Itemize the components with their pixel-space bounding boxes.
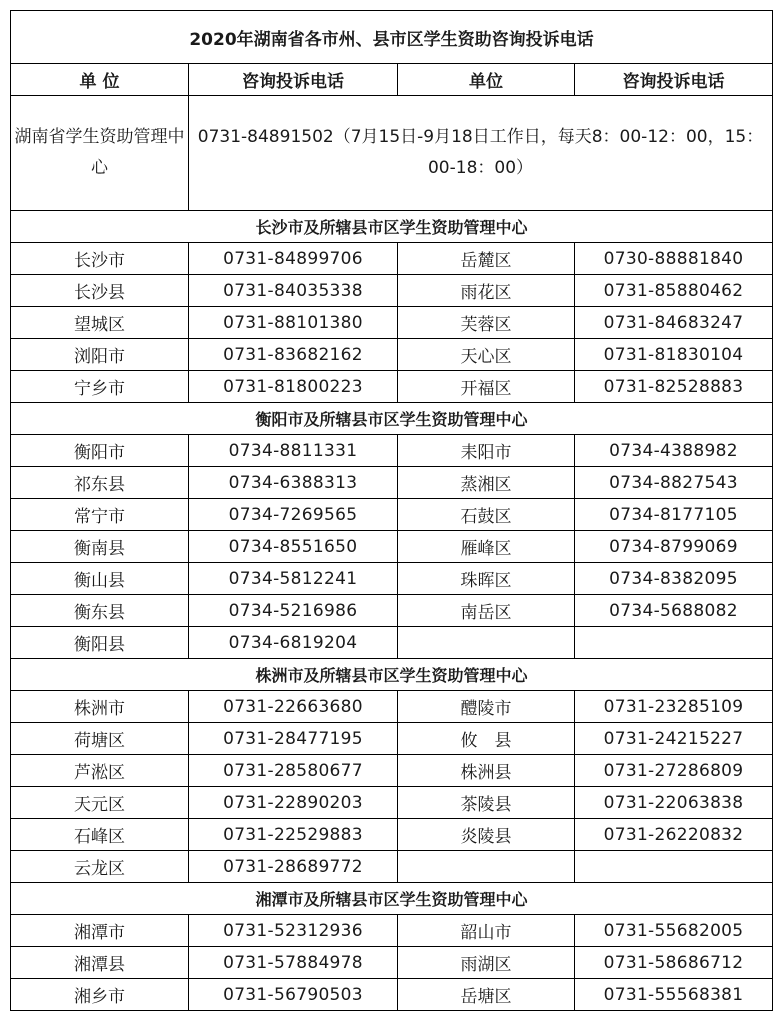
unit-left-cell: 浏阳市 <box>11 339 189 371</box>
section-header-row <box>11 883 773 915</box>
unit-left-cell: 湘潭县 <box>11 947 189 979</box>
unit-right-cell: 炎陵县 <box>398 819 575 851</box>
phone-right-cell: 0734-8799069 <box>575 531 773 563</box>
phone-right-cell: 0734-5688082 <box>575 595 773 627</box>
table-row <box>11 339 773 371</box>
table-title: 2020年湖南省各市州、县市区学生资助咨询投诉电话 <box>11 11 773 64</box>
phone-left-cell: 0731-81800223 <box>189 371 398 403</box>
section-header-row <box>11 403 773 435</box>
phone-left-cell: 0734-6388313 <box>189 467 398 499</box>
unit-right-cell: 耒阳市 <box>398 435 575 467</box>
unit-right-cell: 茶陵县 <box>398 787 575 819</box>
unit-left-cell: 望城区 <box>11 307 189 339</box>
unit-left-cell: 衡山县 <box>11 563 189 595</box>
phone-left-cell: 0731-83682162 <box>189 339 398 371</box>
section-title: 长沙市及所辖县市区学生资助管理中心 <box>11 211 773 243</box>
table-row <box>11 531 773 563</box>
unit-right-cell: 雨湖区 <box>398 947 575 979</box>
unit-left-cell: 长沙县 <box>11 275 189 307</box>
unit-left-cell: 株洲市 <box>11 691 189 723</box>
table-row <box>11 755 773 787</box>
phone-right-cell: 0731-55682005 <box>575 915 773 947</box>
title-row <box>11 11 773 64</box>
unit-left-cell: 湘乡市 <box>11 979 189 1011</box>
phone-left-cell: 0731-22529883 <box>189 819 398 851</box>
section-title: 株洲市及所辖县市区学生资助管理中心 <box>11 659 773 691</box>
phone-left-cell: 0734-5812241 <box>189 563 398 595</box>
unit-right-cell: 雁峰区 <box>398 531 575 563</box>
phone-left-cell: 0731-22890203 <box>189 787 398 819</box>
unit-right-cell: 石鼓区 <box>398 499 575 531</box>
unit-left-cell: 衡阳市 <box>11 435 189 467</box>
province-row <box>11 96 773 211</box>
table-row <box>11 243 773 275</box>
phone-right-cell: 0731-58686712 <box>575 947 773 979</box>
phone-left-cell: 0731-84035338 <box>189 275 398 307</box>
section-title: 衡阳市及所辖县市区学生资助管理中心 <box>11 403 773 435</box>
table-row <box>11 371 773 403</box>
phone-left-cell: 0734-8551650 <box>189 531 398 563</box>
phone-left-cell: 0731-84899706 <box>189 243 398 275</box>
section-title: 湘潭市及所辖县市区学生资助管理中心 <box>11 883 773 915</box>
table-row <box>11 915 773 947</box>
phone-left-cell: 0731-22663680 <box>189 691 398 723</box>
unit-right-cell: 株洲县 <box>398 755 575 787</box>
section-header-row <box>11 659 773 691</box>
phone-left-cell: 0734-6819204 <box>189 627 398 659</box>
province-unit-cell: 湖南省学生资助管理中心 <box>11 96 189 211</box>
unit-right-cell <box>398 851 575 883</box>
unit-right-cell: 芙蓉区 <box>398 307 575 339</box>
unit-left-cell: 宁乡市 <box>11 371 189 403</box>
table-row <box>11 307 773 339</box>
unit-left-cell: 衡阳县 <box>11 627 189 659</box>
phone-left-cell: 0731-52312936 <box>189 915 398 947</box>
table-row <box>11 499 773 531</box>
phone-left-cell: 0734-7269565 <box>189 499 398 531</box>
unit-left-cell: 衡南县 <box>11 531 189 563</box>
phone-left-cell: 0734-5216986 <box>189 595 398 627</box>
phone-right-cell: 0731-84683247 <box>575 307 773 339</box>
unit-right-cell: 南岳区 <box>398 595 575 627</box>
phone-right-cell: 0731-23285109 <box>575 691 773 723</box>
unit-right-cell: 攸 县 <box>398 723 575 755</box>
header-phone-left: 咨询投诉电话 <box>189 64 398 96</box>
phone-left-cell: 0731-57884978 <box>189 947 398 979</box>
unit-right-cell: 韶山市 <box>398 915 575 947</box>
phone-right-cell: 0731-85880462 <box>575 275 773 307</box>
unit-left-cell: 荷塘区 <box>11 723 189 755</box>
unit-left-cell: 长沙市 <box>11 243 189 275</box>
phone-right-cell: 0731-27286809 <box>575 755 773 787</box>
table-row <box>11 563 773 595</box>
table-row <box>11 787 773 819</box>
unit-left-cell: 湘潭市 <box>11 915 189 947</box>
unit-left-cell: 石峰区 <box>11 819 189 851</box>
phone-right-cell: 0734-8177105 <box>575 499 773 531</box>
header-unit-left: 单 位 <box>11 64 189 96</box>
table-row <box>11 851 773 883</box>
table-row <box>11 979 773 1011</box>
province-phone-cell: 0731-84891502（7月15日-9月18日工作日，每天8：00-12：00，15：00-18：00） <box>189 96 773 211</box>
phone-right-cell: 0734-4388982 <box>575 435 773 467</box>
unit-left-cell: 天元区 <box>11 787 189 819</box>
unit-right-cell: 岳塘区 <box>398 979 575 1011</box>
unit-left-cell: 祁东县 <box>11 467 189 499</box>
phone-right-cell: 0734-8382095 <box>575 563 773 595</box>
unit-right-cell: 雨花区 <box>398 275 575 307</box>
table-row <box>11 819 773 851</box>
unit-right-cell: 天心区 <box>398 339 575 371</box>
phone-left-cell: 0731-28580677 <box>189 755 398 787</box>
phone-right-cell <box>575 851 773 883</box>
phone-left-cell: 0734-8811331 <box>189 435 398 467</box>
unit-right-cell: 醴陵市 <box>398 691 575 723</box>
phone-left-cell: 0731-56790503 <box>189 979 398 1011</box>
unit-right-cell: 蒸湘区 <box>398 467 575 499</box>
header-phone-right: 咨询投诉电话 <box>575 64 773 96</box>
table-row <box>11 723 773 755</box>
phone-right-cell: 0731-82528883 <box>575 371 773 403</box>
phone-right-cell: 0731-26220832 <box>575 819 773 851</box>
phone-right-cell <box>575 627 773 659</box>
phone-left-cell: 0731-28689772 <box>189 851 398 883</box>
unit-left-cell: 云龙区 <box>11 851 189 883</box>
unit-left-cell: 衡东县 <box>11 595 189 627</box>
contact-table <box>10 10 773 1011</box>
phone-right-cell: 0731-22063838 <box>575 787 773 819</box>
unit-right-cell: 岳麓区 <box>398 243 575 275</box>
phone-left-cell: 0731-28477195 <box>189 723 398 755</box>
phone-right-cell: 0731-81830104 <box>575 339 773 371</box>
section-header-row <box>11 211 773 243</box>
table-row <box>11 595 773 627</box>
table-row <box>11 275 773 307</box>
phone-right-cell: 0731-24215227 <box>575 723 773 755</box>
phone-right-cell: 0734-8827543 <box>575 467 773 499</box>
table-row <box>11 435 773 467</box>
table-row <box>11 467 773 499</box>
table-row <box>11 627 773 659</box>
table-row <box>11 691 773 723</box>
phone-left-cell: 0731-88101380 <box>189 307 398 339</box>
header-row <box>11 64 773 96</box>
phone-right-cell: 0730-88881840 <box>575 243 773 275</box>
unit-left-cell: 常宁市 <box>11 499 189 531</box>
unit-right-cell: 珠晖区 <box>398 563 575 595</box>
unit-right-cell <box>398 627 575 659</box>
table-row <box>11 947 773 979</box>
unit-right-cell: 开福区 <box>398 371 575 403</box>
unit-left-cell: 芦淞区 <box>11 755 189 787</box>
phone-right-cell: 0731-55568381 <box>575 979 773 1011</box>
header-unit-right: 单位 <box>398 64 575 96</box>
